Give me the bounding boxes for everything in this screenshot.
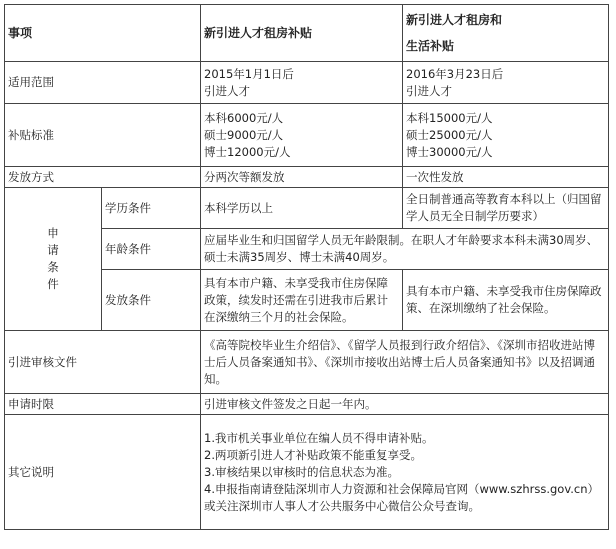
header-new-rent-subsidy: 新引进人才租房补贴 xyxy=(201,5,403,62)
review-docs-label: 引进审核文件 xyxy=(5,331,201,394)
payment-method-row xyxy=(5,167,609,188)
deadline-text: 引进审核文件签发之日起一年内。 xyxy=(201,394,609,415)
subsidy-policy-table xyxy=(4,4,609,530)
education-label: 学历条件 xyxy=(102,188,201,229)
notes-list xyxy=(201,415,609,530)
scope-new-rent-living-line2: 引进人才 xyxy=(406,83,453,98)
notes-item-2: 2.两项新引进人才补贴政策不能重复享受。 xyxy=(204,447,422,462)
review-docs-text: 《高等院校毕业生介绍信》、《留学人员报到行政介绍信》、《深圳市招收进站博士后人员备案通知书》、《深圳市接收出站博士后人员备案通知书》以及招调通知。 xyxy=(201,331,609,394)
deadline-label: 申请时限 xyxy=(5,394,201,415)
standard-new-rent-doctor: 博士12000元/人 xyxy=(204,144,291,159)
standard-new-rent-living-bachelor: 本科15000元/人 xyxy=(406,110,493,125)
conditions-char-1: 申 xyxy=(47,226,59,240)
deadline-row xyxy=(5,394,609,415)
standard-label: 补贴标准 xyxy=(5,104,201,167)
scope-label: 适用范围 xyxy=(5,62,201,104)
notes-row xyxy=(5,415,609,530)
scope-new-rent-line1: 2015年1月1日后 xyxy=(204,66,294,81)
header-new-rent-living-subsidy xyxy=(403,5,609,62)
education-row xyxy=(5,188,609,229)
header-row xyxy=(5,5,609,62)
notes-label: 其它说明 xyxy=(5,415,201,530)
standard-new-rent-master: 硕士9000元/人 xyxy=(204,127,284,142)
conditions-group-label xyxy=(5,188,102,331)
notes-item-4: 4.申报指南请登陆深圳市人力资源和社会保障局官网（www.szhrss.gov.cn）或关注深圳市人事人才公共服务中心微信公众号查询。 xyxy=(204,481,599,513)
age-label: 年龄条件 xyxy=(102,229,201,270)
standard-new-rent-living-master: 硕士25000元/人 xyxy=(406,127,493,142)
payment-method-label: 发放方式 xyxy=(5,167,201,188)
header-new-rent-living-line2: 生活补贴 xyxy=(406,39,455,53)
age-text: 应届毕业生和归国留学人员无年龄限制。在职人才年龄要求本科未满30周岁、硕士未满35周岁、博士未满40周岁。 xyxy=(201,229,609,270)
review-docs-row xyxy=(5,331,609,394)
notes-item-3: 3.审核结果以审核时的信息状态为准。 xyxy=(204,464,399,479)
scope-new-rent-living-line1: 2016年3月23日后 xyxy=(406,66,504,81)
scope-new-rent xyxy=(201,62,403,104)
scope-new-rent-living xyxy=(403,62,609,104)
payment-condition-new-rent-living: 具有本市户籍、未享受我市住房保障政策、在深圳缴纳了社会保险。 xyxy=(403,270,609,331)
header-item: 事项 xyxy=(5,5,201,62)
header-new-rent-living-line1: 新引进人才租房和 xyxy=(406,13,503,27)
standard-new-rent-living-doctor: 博士30000元/人 xyxy=(406,144,493,159)
payment-condition-new-rent: 具有本市户籍、未享受我市住房保障政策，续发时还需在引进我市后累计在深缴纳三个月的社会保险。 xyxy=(201,270,403,331)
notes-item-1: 1.我市机关事业单位在编人员不得申请补贴。 xyxy=(204,430,434,445)
payment-method-new-rent: 分两次等额发放 xyxy=(201,167,403,188)
scope-row xyxy=(5,62,609,104)
payment-condition-label: 发放条件 xyxy=(102,270,201,331)
conditions-char-4: 件 xyxy=(47,277,59,291)
standard-new-rent-bachelor: 本科6000元/人 xyxy=(204,110,284,125)
education-new-rent-living: 全日制普通高等教育本科以上（归国留学人员无全日制学历要求） xyxy=(403,188,609,229)
education-new-rent: 本科学历以上 xyxy=(201,188,403,229)
conditions-char-2: 请 xyxy=(47,243,59,257)
conditions-char-3: 条 xyxy=(47,260,59,274)
standard-new-rent-living xyxy=(403,104,609,167)
standard-new-rent xyxy=(201,104,403,167)
scope-new-rent-line2: 引进人才 xyxy=(204,83,251,98)
standard-row xyxy=(5,104,609,167)
payment-method-new-rent-living: 一次性发放 xyxy=(403,167,609,188)
